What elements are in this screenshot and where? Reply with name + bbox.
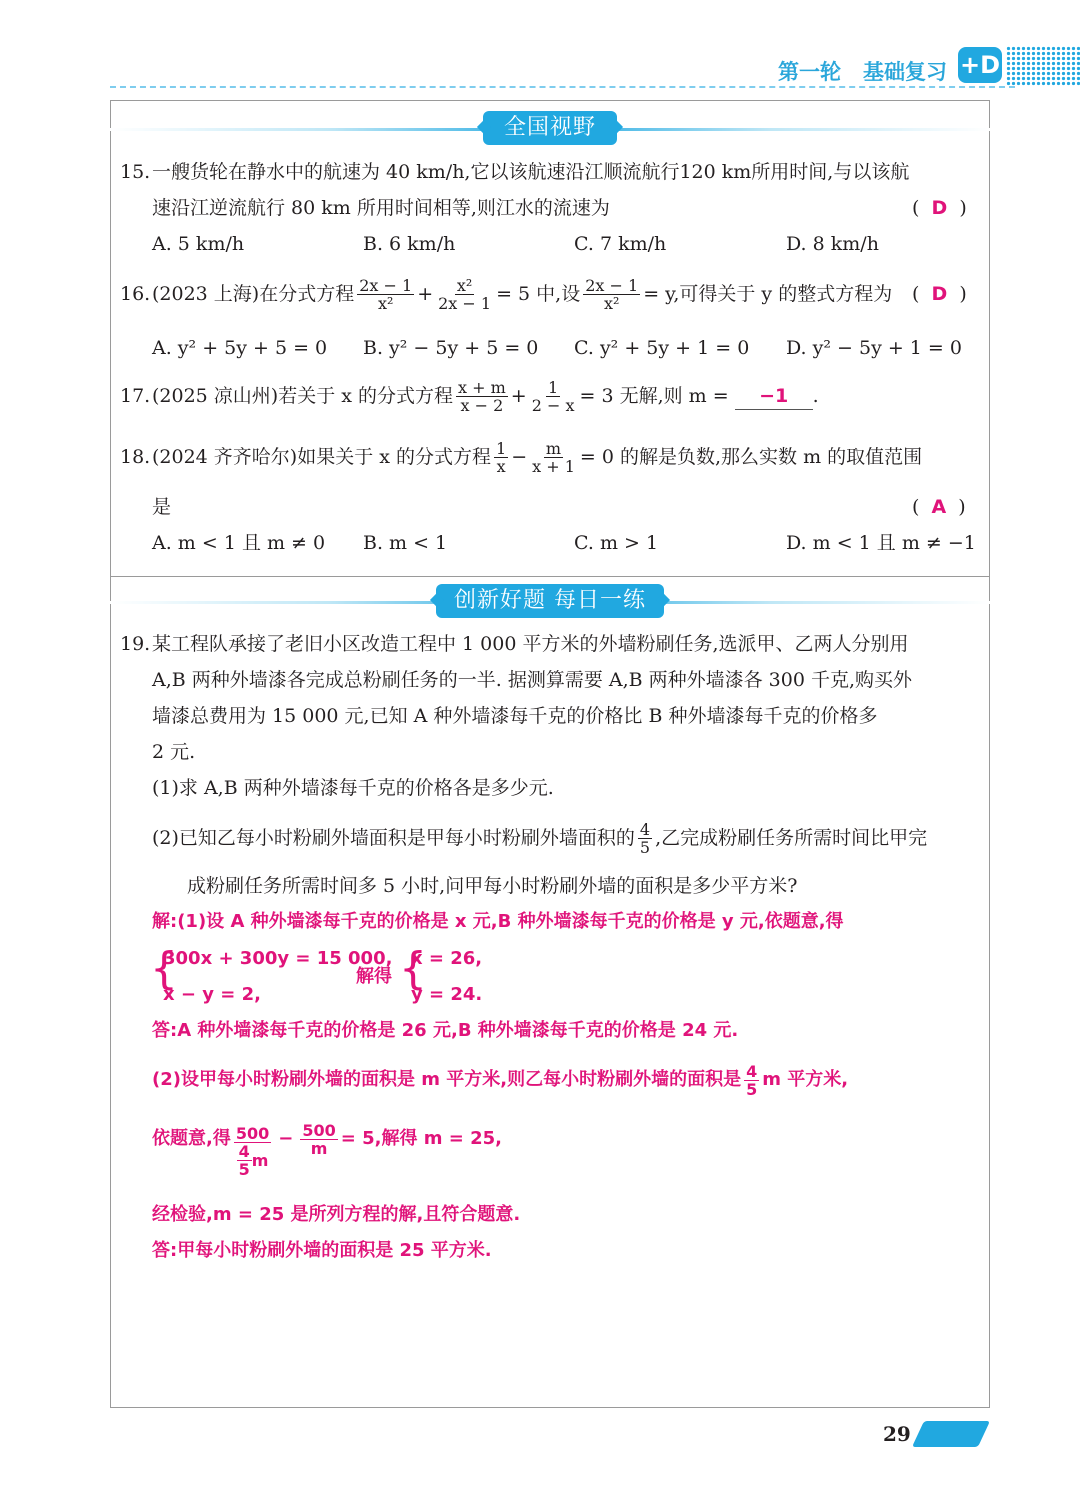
left-brace-1: { xyxy=(150,943,178,994)
eq3-suffix: = 5,解得 m = 25, xyxy=(340,1128,502,1149)
eq3-m: m xyxy=(251,1150,269,1170)
q16-answer: D xyxy=(931,283,948,305)
q15-line2: 速沿江逆流航行 80 km 所用时间相等,则江水的流速为 xyxy=(152,197,610,219)
q17-fraction-2: $\frac{1}{2 - x}$ xyxy=(531,377,575,415)
q16-option-b: B. y² − 5y + 5 = 0 xyxy=(363,337,539,359)
q19-sub2 xyxy=(152,810,927,866)
q19-line3: 墙漆总费用为 15 000 元,已知 A 种外墙漆每千克的价格比 B 种外墙漆每千克的价格多 xyxy=(152,705,878,727)
q19-fraction: $\frac{4}{5}$ xyxy=(639,819,651,857)
q16-number: 16. xyxy=(120,283,151,305)
answer-1: 答:A 种外墙漆每千克的价格是 26 元,B 种外墙漆每千克的价格是 24 元. xyxy=(152,1020,739,1041)
q19-sub1: (1)求 A,B 两种外墙漆每千克的价格各是多少元. xyxy=(152,777,554,799)
eq3-prefix: 依题意,得 xyxy=(152,1128,231,1149)
q18-answer-paren: ( A ) xyxy=(912,496,966,518)
logo-icon xyxy=(958,47,1002,83)
q18-minus: − xyxy=(511,446,528,468)
s2-b: m 平方米, xyxy=(762,1069,849,1090)
eq1b: x − y = 2, xyxy=(163,984,261,1005)
q15-option-b: B. 6 km/h xyxy=(363,233,456,255)
q17-end: . xyxy=(812,385,819,407)
q17-fraction-1: $\frac{x + m}{x - 2}$ xyxy=(458,377,506,415)
eq2b: y = 24. xyxy=(411,984,483,1005)
header-dashed-line xyxy=(110,86,1015,88)
dot-pattern xyxy=(1006,46,1080,86)
q15-option-a: A. 5 km/h xyxy=(152,233,245,255)
q19-line4: 2 元. xyxy=(152,741,196,763)
q16-fraction-2: $\frac{\text{x²}}{2x - 1}$ xyxy=(438,275,492,313)
footer-tab xyxy=(912,1421,990,1447)
q16-plus: + xyxy=(417,283,434,305)
q18-option-a: A. m < 1 且 m ≠ 0 xyxy=(152,532,326,554)
q16-line xyxy=(152,266,892,322)
eq3-complex-fraction xyxy=(234,1125,271,1178)
q18-option-b: B. m < 1 xyxy=(363,532,448,554)
q15-answer-paren: ( D ) xyxy=(912,197,967,219)
q15-line1: 一艘货轮在静水中的航速为 40 km/h,它以该航速沿江顺流航行120 km所用时间,与以该航 xyxy=(152,161,910,183)
header-stage: 第一轮 xyxy=(778,60,841,84)
q17-plus: + xyxy=(510,385,527,407)
q16-fraction-3: $\frac{2x - 1}{\text{x²}}$ xyxy=(585,275,639,313)
q16-option-c: C. y² + 5y + 1 = 0 xyxy=(574,337,750,359)
q16-mid: = 5 中,设 xyxy=(496,283,581,305)
q17-answer: −1 xyxy=(759,384,789,407)
section-title-innovation xyxy=(110,582,990,622)
check: 经检验,m = 25 是所列方程的解,且符合题意. xyxy=(152,1204,521,1225)
section-title-national xyxy=(110,109,990,149)
q18-fraction-1: $\frac{1}{x}$ xyxy=(496,438,507,476)
left-brace-2: { xyxy=(399,943,427,994)
q17-prefix: (2025 凉山州)若关于 x 的分式方程 xyxy=(152,385,454,407)
eq1a: 300x + 300y = 15 000, xyxy=(163,948,393,969)
q16-prefix: (2023 上海)在分式方程 xyxy=(152,283,355,305)
section-pill: 全国视野 xyxy=(483,111,617,145)
eq2a: x = 26, xyxy=(411,948,483,969)
frame-divider xyxy=(110,576,990,577)
page-number: 29 xyxy=(883,1422,911,1446)
page-header xyxy=(0,0,1080,100)
solve-word: 解得 xyxy=(356,966,392,987)
eq3-minus: − xyxy=(278,1128,294,1149)
q18-option-d: D. m < 1 且 m ≠ −1 xyxy=(786,532,976,554)
q17-suffix: = 3 无解,则 m = xyxy=(579,385,729,407)
q17-line xyxy=(152,368,819,424)
header-title: 基础复习 xyxy=(863,60,947,84)
logo-text: +D xyxy=(959,51,1001,79)
q16-option-d: D. y² − 5y + 1 = 0 xyxy=(786,337,962,359)
q19-line2: A,B 两种外墙漆各完成总粉刷任务的一半. 据测算需要 A,B 两种外墙漆各 300 千克,购买外 xyxy=(152,669,913,691)
eq3-num: 500 xyxy=(235,1123,270,1143)
q17-number: 17. xyxy=(120,385,151,407)
q19-sub2-b: ,乙完成粉刷任务所需时间比甲完 xyxy=(655,827,928,849)
equation-3 xyxy=(152,1114,502,1192)
q15-number: 15. xyxy=(120,161,151,183)
q19-sub2-a: (2)已知乙每小时粉刷外墙面积是甲每小时粉刷外墙面积的 xyxy=(152,827,635,849)
eq3-den xyxy=(235,1143,271,1178)
q18-option-c: C. m > 1 xyxy=(574,532,659,554)
q19-sub2-line2: 成粉刷任务所需时间多 5 小时,问甲每小时粉刷外墙的面积是多少平方米? xyxy=(187,875,798,897)
q16-suffix: = y,可得关于 y 的整式方程为 xyxy=(643,283,893,305)
q15-option-c: C. 7 km/h xyxy=(574,233,667,255)
q19-line1: 某工程队承接了老旧小区改造工程中 1 000 平方米的外墙粉刷任务,选派甲、乙两人分别用 xyxy=(152,633,909,655)
q18-line xyxy=(152,429,922,485)
answer-2: 答:甲每小时粉刷外墙的面积是 25 平方米. xyxy=(152,1240,492,1261)
solution-step1: 解:(1)设 A 种外墙漆每千克的价格是 x 元,B 种外墙漆每千克的价格是 y 元,依题意,得 xyxy=(152,911,844,932)
q16-fraction-1: $\frac{2x - 1}{\text{x²}}$ xyxy=(359,275,413,313)
q18-answer: A xyxy=(931,496,947,518)
section-pill: 创新好题 每日一练 xyxy=(436,584,664,618)
q16-answer-paren: ( D ) xyxy=(912,283,967,305)
q17-blank xyxy=(735,383,813,410)
q18-number: 18. xyxy=(120,446,151,468)
q18-fraction-2: $\frac{m}{x + 1}$ xyxy=(532,438,575,476)
q19-number: 19. xyxy=(120,633,151,655)
q18-prefix: (2024 齐齐哈尔)如果关于 x 的分式方程 xyxy=(152,446,492,468)
q18-line2: 是 xyxy=(152,496,172,518)
q18-suffix: = 0 的解是负数,那么实数 m 的取值范围 xyxy=(579,446,923,468)
eq3-inner-fraction: $\frac{4}{5}$ xyxy=(238,1141,250,1179)
eq3-fraction-2: $\frac{500}{m}$ xyxy=(302,1120,336,1158)
q16-option-a: A. y² + 5y + 5 = 0 xyxy=(152,337,328,359)
s2-fraction: $\frac{4}{5}$ xyxy=(746,1061,758,1099)
solution-step2 xyxy=(152,1052,848,1108)
q15-option-d: D. 8 km/h xyxy=(786,233,879,255)
s2-a: (2)设甲每小时粉刷外墙的面积是 m 平方米,则乙每小时粉刷外墙的面积是 xyxy=(152,1069,742,1090)
q15-answer: D xyxy=(931,197,948,219)
